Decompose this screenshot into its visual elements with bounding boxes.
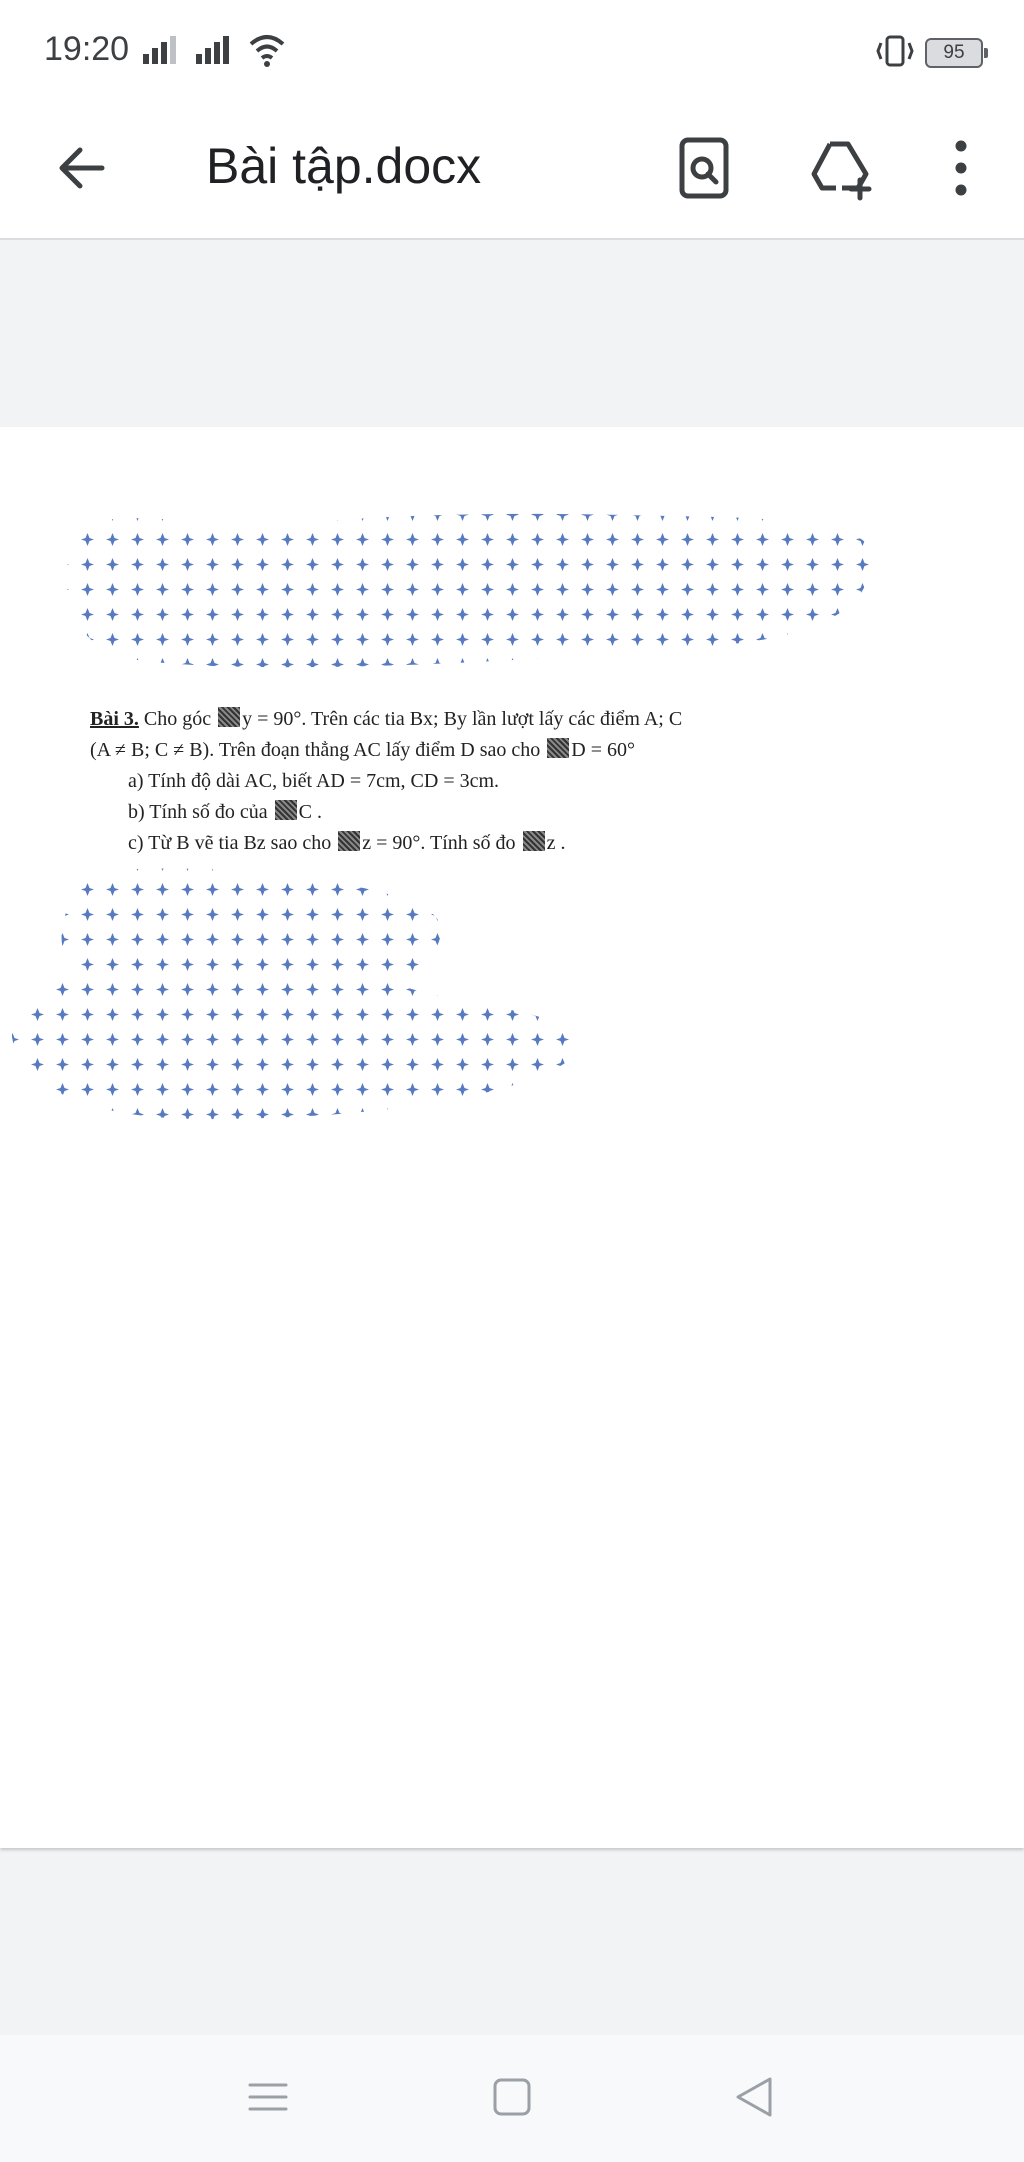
redaction-blob xyxy=(67,514,871,667)
text: D = 60° xyxy=(571,739,636,761)
text: y = 90°. Trên các tia Bx; By lần lượt lấy các điểm A; C xyxy=(242,708,683,730)
signal-icon xyxy=(143,36,179,64)
angle-symbol-icon xyxy=(547,738,569,758)
signal-icon xyxy=(196,36,232,64)
status-time: 19:20 xyxy=(44,30,130,68)
redaction-overlay xyxy=(0,427,1024,1848)
find-in-page-icon[interactable] xyxy=(668,132,740,204)
wifi-icon xyxy=(247,30,287,70)
exercise-3 xyxy=(90,704,850,859)
add-to-drive-icon[interactable] xyxy=(806,132,878,204)
status-bar xyxy=(0,0,1024,104)
battery-icon: 95 xyxy=(925,38,983,68)
text: z = 90°. Tính số đo xyxy=(362,832,516,854)
text: C . xyxy=(298,801,322,823)
text: z . xyxy=(546,832,566,854)
more-vert-icon[interactable] xyxy=(925,132,997,204)
text: Cho góc xyxy=(143,708,212,730)
app-toolbar xyxy=(0,104,1024,240)
system-nav-bar xyxy=(0,2035,1024,2162)
text: b) Tính số đo của xyxy=(128,801,268,823)
angle-symbol-icon xyxy=(275,800,297,820)
viewer-background xyxy=(0,240,1024,427)
text: c) Từ B vẽ tia Bz sao cho xyxy=(128,832,332,854)
menu-icon[interactable] xyxy=(244,2073,292,2121)
text: (A ≠ B; C ≠ B). Trên đoạn thẳng AC lấy điểm D sao cho xyxy=(90,739,541,761)
back-arrow-icon[interactable] xyxy=(50,136,114,200)
redaction-blob xyxy=(12,869,578,1120)
back-triangle-icon[interactable] xyxy=(730,2073,778,2121)
item-a: a) Tính độ dài AC, biết AD = 7cm, CD = 3cm. xyxy=(128,770,500,792)
document-title: Bài tập.docx xyxy=(206,138,482,194)
home-square-icon[interactable] xyxy=(488,2073,536,2121)
document-page[interactable] xyxy=(0,427,1024,1848)
angle-symbol-icon xyxy=(338,831,360,851)
vibrate-icon xyxy=(873,34,917,68)
exercise-label: Bài 3. xyxy=(90,708,139,730)
angle-symbol-icon xyxy=(523,831,545,851)
angle-symbol-icon xyxy=(218,707,240,727)
